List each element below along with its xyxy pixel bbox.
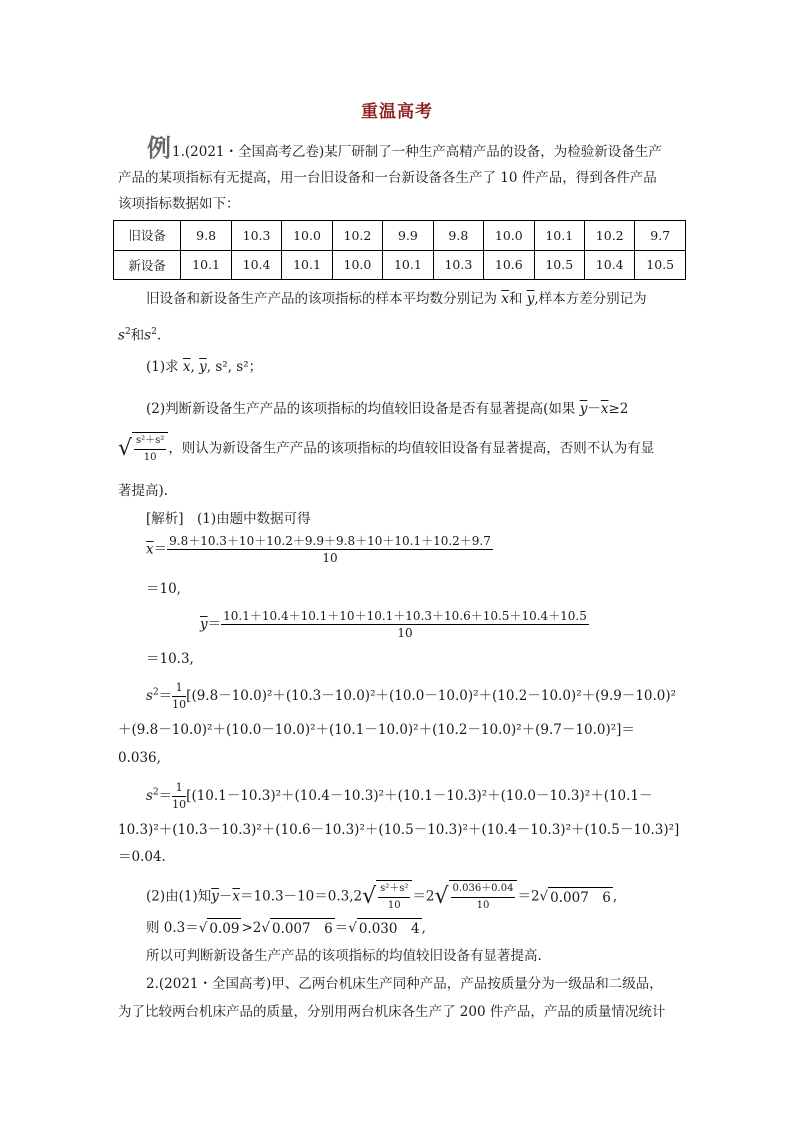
text-run: , bbox=[421, 920, 426, 936]
sqrt-value: 0.007 6 bbox=[548, 887, 613, 908]
problem1-line2: 产品的某项指标有无提高，用一台旧设备和一台新设备各生产了 10 件产品，得到各件产品 bbox=[118, 170, 657, 186]
question2-line3: 著提高). bbox=[118, 483, 169, 499]
table-cell: 10.4 bbox=[231, 250, 281, 280]
text-run: [(9.8－10.0)²＋(10.3－10.0)²＋(10.0－10.0)²＋(10.2－10.0)²＋(9.9－10.0)² bbox=[186, 688, 677, 704]
text-run: [(10.1－10.3)²＋(10.4－10.3)²＋(10.1－10.3)²＋(10.0－10.3)²＋(10.1－ bbox=[186, 788, 653, 804]
fraction-denominator: 10 bbox=[172, 798, 187, 811]
xbar-symbol: $\overline{x}$ bbox=[501, 291, 509, 307]
table-cell: 10.6 bbox=[484, 250, 534, 280]
text-run: ,样本方差分别记为 bbox=[534, 291, 647, 307]
table-cell: 10.0 bbox=[282, 221, 332, 251]
sqrt-value: 0.09 bbox=[207, 918, 241, 939]
row-label: 新设备 bbox=[114, 250, 181, 280]
s2-formula-line3: ＝0.04. bbox=[118, 849, 166, 865]
text-run: >2 bbox=[241, 920, 262, 936]
ybar-result: ＝10.3, bbox=[146, 651, 194, 667]
fraction-numerator: 10.1＋10.4＋10.1＋10＋10.1＋10.3＋10.6＋10.5＋10.4＋10.5 bbox=[223, 609, 587, 623]
problem1-line1: 1.(2021・全国高考乙卷)某厂研制了一种生产高精产品的设备，为检验新设备生产 bbox=[172, 144, 662, 160]
table-cell: 10.2 bbox=[585, 221, 635, 251]
fraction-denominator: 10 bbox=[387, 900, 401, 911]
text-run: ，则认为新设备生产产品的该项指标的均值较旧设备有显著提高，否则不认为有显 bbox=[168, 440, 655, 457]
problem2-line1: 2.(2021・全国高考)甲、乙两台机床生产同种产品，产品按质量分为一级品和二级品， bbox=[146, 976, 663, 992]
fraction-numerator: 9.8＋10.3＋10＋10.2＋9.9＋9.8＋10＋10.1＋10.2＋9.7 bbox=[169, 534, 491, 548]
sqrt-value: 0.030 4 bbox=[357, 918, 422, 939]
fraction-denominator: 10 bbox=[397, 626, 413, 640]
problem2-line2: 为了比较两台机床产品的质量，分别用两台机床各生产了 200 件产品，产品的质量情况统计 bbox=[118, 1004, 666, 1020]
table-cell: 10.3 bbox=[433, 250, 483, 280]
text-run: (2)判断新设备生产产品的该项指标的均值较旧设备是否有显著提高(如果 bbox=[146, 401, 576, 417]
text-run: ＝2 bbox=[412, 888, 435, 905]
text-run: (1)求 bbox=[146, 359, 179, 375]
fraction-denominator: 10 bbox=[476, 900, 490, 911]
text-run: 和 bbox=[508, 291, 523, 307]
table-cell: 10.0 bbox=[332, 250, 382, 280]
table-cell: 9.8 bbox=[433, 221, 483, 251]
text-run: , s², s²； bbox=[206, 359, 263, 375]
question1: (1)求 $\overline{x}$, $\overline{y}$, s², s²； bbox=[146, 359, 263, 375]
data-table bbox=[113, 220, 686, 280]
table-row bbox=[114, 221, 686, 251]
fraction-numerator: 0.036＋0.04 bbox=[451, 881, 516, 898]
text-run: 则 0.3＝ bbox=[146, 920, 199, 936]
xbar-result: ＝10, bbox=[146, 581, 181, 597]
sqrt-value: 0.007 6 bbox=[270, 918, 335, 939]
xbar-formula: $\overline{x}=$ $\frac{9.8+10.3+10+10.2+9.9+9.8+10+10.1+10.2+9.7}{10}$ bbox=[146, 534, 491, 565]
text-run: 旧设备和新设备生产产品的该项指标的样本平均数分别记为 bbox=[146, 291, 497, 307]
text-run: ＝2 bbox=[517, 888, 540, 905]
s1-formula-line1: $s^2=$ $\frac{1}{10}$ [(9.8－10.0)²＋(10.3－10.0)²＋(10.0－10.0)²＋(10.2－10.0)²＋(9.9－10.0)² bbox=[146, 681, 677, 711]
table-cell: 9.9 bbox=[383, 221, 433, 251]
s2-formula-line2: 10.3)²＋(10.3－10.3)²＋(10.6－10.3)²＋(10.5－10.3)²＋(10.4－10.3)²＋(10.5－10.3)²] bbox=[118, 822, 680, 838]
table-cell: 10.3 bbox=[231, 221, 281, 251]
table-cell: 10.1 bbox=[534, 221, 584, 251]
table-cell: 10.4 bbox=[585, 250, 635, 280]
mean-statement bbox=[146, 289, 647, 309]
part2-line1: (2)由(1)知$\overline{y}-\overline{x}=10.3-10=0.3,2√$ $\frac{\text{s²＋s²}}{10}$ ＝2√ $\frac{0.036+0.04}{10}$ ＝2√ 0.007 6 , bbox=[146, 880, 617, 914]
table-cell: 10.0 bbox=[484, 221, 534, 251]
table-cell: 10.1 bbox=[383, 250, 433, 280]
fraction-denominator: 10 bbox=[172, 698, 187, 711]
s1-formula-line3: 0.036, bbox=[118, 750, 161, 766]
table-cell: 9.7 bbox=[635, 221, 686, 251]
solution-heading: [解析] (1)由题中数据可得 bbox=[146, 511, 311, 527]
ybar-formula: $\overline{y}=$ $\frac{10.1+10.4+10.1+10+10.1+10.3+10.6+10.5+10.4+10.5}{10}$ bbox=[200, 609, 587, 640]
table-row bbox=[114, 250, 686, 280]
table-cell: 10.5 bbox=[534, 250, 584, 280]
table-cell: 10.1 bbox=[282, 250, 332, 280]
text-run: ≥2 bbox=[608, 401, 629, 417]
variance-symbols: $s^2$和$s^2$. bbox=[118, 327, 162, 344]
row-label: 旧设备 bbox=[114, 221, 181, 251]
question2-line1: (2)判断新设备生产产品的该项指标的均值较旧设备是否有显著提高(如果 $\overline{y}-\overline{x}\ge 2$ bbox=[146, 401, 629, 417]
s1-formula-line2: ＋(9.8－10.0)²＋(10.0－10.0)²＋(10.1－10.0)²＋(10.2－10.0)²＋(9.7－10.0)²]＝ bbox=[118, 722, 635, 738]
text-run: ＝10.3－10＝0.3,2 bbox=[240, 888, 363, 905]
fraction-denominator: 10 bbox=[322, 551, 338, 565]
table-cell: 9.8 bbox=[181, 221, 231, 251]
table-cell: 10.5 bbox=[635, 250, 686, 280]
table-cell: 10.2 bbox=[332, 221, 382, 251]
problem1-line3: 该项指标数据如下： bbox=[118, 196, 240, 212]
s2-formula-line1: $s^2=$ $\frac{1}{10}$ [(10.1－10.3)²＋(10.4－10.3)²＋(10.1－10.3)²＋(10.0－10.3)²＋(10.1－ bbox=[146, 781, 653, 811]
text-run: (2)由(1)知 bbox=[146, 888, 212, 905]
page-title: 重温高考 bbox=[361, 102, 433, 122]
example-marker: 例 bbox=[147, 133, 171, 162]
ybar-symbol: $\overline{y}$ bbox=[526, 291, 535, 307]
text-run: 和 bbox=[130, 327, 145, 344]
s1-symbol: s bbox=[118, 327, 125, 344]
comparison-line: 则 0.3＝√ 0.09 >2√ 0.007 6 ＝√ 0.030 4 , bbox=[146, 920, 426, 937]
text-run: ＝ bbox=[334, 920, 349, 936]
question2-line2: √ $\frac{\text{s²＋s²}}{10}$ ，则认为新设备生产产品的该项指标的均值较旧设备有显著提高，否则不认为有显 bbox=[118, 432, 654, 466]
conclusion: 所以可判断新设备生产产品的该项指标的均值较旧设备有显著提高. bbox=[146, 948, 542, 964]
table-cell: 10.1 bbox=[181, 250, 231, 280]
text-run: 10 bbox=[143, 452, 157, 463]
